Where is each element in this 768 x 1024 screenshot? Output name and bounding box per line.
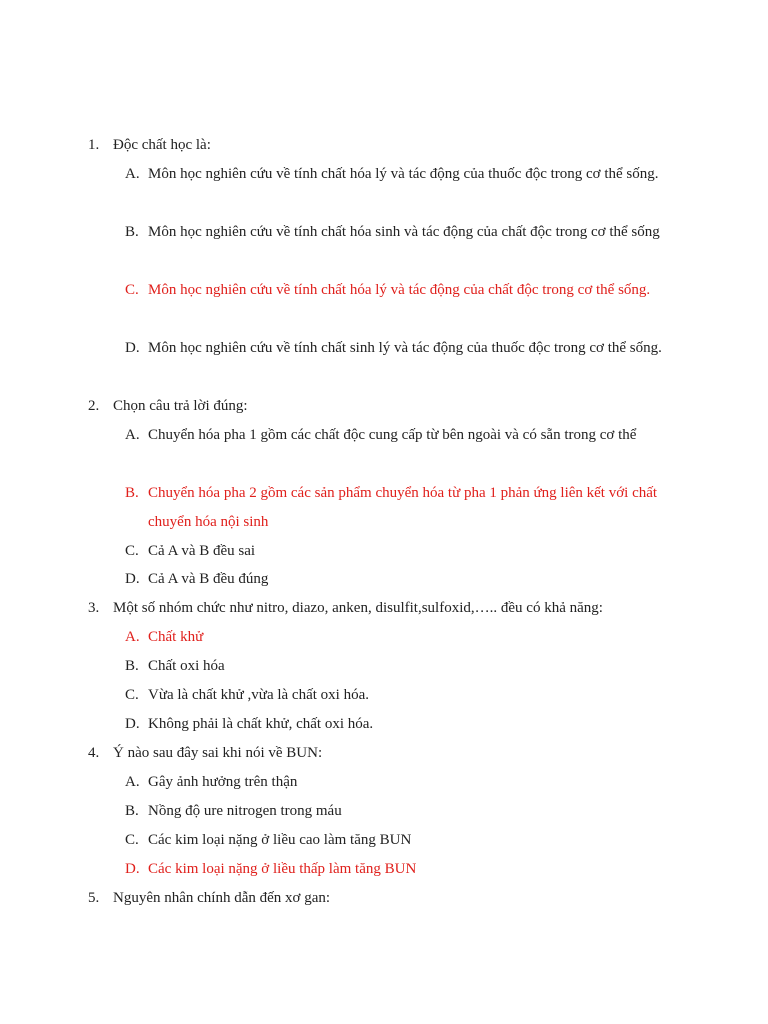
option-text: Các kim loại nặng ở liều thấp làm tăng BUN — [148, 861, 417, 877]
question-number: 2. — [88, 398, 100, 414]
option-text: Cả A và B đều đúng — [148, 571, 269, 587]
option-text: Môn học nghiên cứu về tính chất hóa lý và tác động của thuốc độc trong cơ thể sống. — [148, 166, 659, 182]
question-text: Ý nào sau đây sai khi nói về BUN: — [113, 745, 323, 761]
option-letter: D. — [125, 571, 140, 587]
option-letter: C. — [125, 687, 139, 703]
option-text: Không phải là chất khử, chất oxi hóa. — [148, 716, 374, 732]
option-text: Cả A và B đều sai — [148, 543, 256, 559]
option-letter: B. — [125, 224, 139, 240]
option-letter: A. — [125, 427, 140, 443]
option-letter: A. — [125, 629, 140, 645]
option-text: Môn học nghiên cứu về tính chất hóa sinh và tác động của chất độc trong cơ thể sống — [148, 224, 660, 240]
question-number: 5. — [88, 890, 100, 906]
option-text: Nồng độ ure nitrogen trong máu — [148, 803, 342, 819]
option-letter: C. — [125, 282, 139, 298]
option-letter: C. — [125, 832, 139, 848]
question-text: Nguyên nhân chính dẫn đến xơ gan: — [113, 890, 331, 906]
option-letter: A. — [125, 166, 140, 182]
option-letter: A. — [125, 774, 140, 790]
question-text: Một số nhóm chức như nitro, diazo, anken, disulfit,sulfoxid,….. đều có khả năng: — [113, 600, 603, 616]
option-text: Các kim loại nặng ở liều cao làm tăng BUN — [148, 832, 412, 848]
option-text: Gây ảnh hưởng trên thận — [148, 774, 298, 790]
option-letter: B. — [125, 658, 139, 674]
option-text: Chuyển hóa pha 2 gồm các sản phẩm chuyển hóa từ pha 1 phản ứng liên kết với chất chuyển hóa nội sinh — [148, 485, 658, 530]
option-letter: B. — [125, 803, 139, 819]
option-text: Môn học nghiên cứu về tính chất sinh lý và tác động của thuốc độc trong cơ thể sống. — [148, 340, 662, 356]
option-letter: D. — [125, 340, 140, 356]
option-text: Chất khử — [148, 629, 204, 645]
option-text: Chuyển hóa pha 1 gồm các chất độc cung cấp từ bên ngoài và có sẵn trong cơ thể — [148, 427, 637, 443]
question-number: 3. — [88, 600, 100, 616]
option-letter: B. — [125, 485, 139, 501]
question-number: 4. — [88, 745, 100, 761]
question-text: Độc chất học là: — [113, 137, 211, 153]
option-text: Chất oxi hóa — [148, 658, 225, 674]
option-letter: D. — [125, 716, 140, 732]
question-text: Chọn câu trả lời đúng: — [113, 398, 248, 414]
option-letter: C. — [125, 543, 139, 559]
question-number: 1. — [88, 137, 100, 153]
option-text: Môn học nghiên cứu về tính chất hóa lý và tác động của chất độc trong cơ thể sống. — [148, 282, 651, 298]
option-text: Vừa là chất khử ,vừa là chất oxi hóa. — [148, 687, 369, 703]
option-letter: D. — [125, 861, 140, 877]
